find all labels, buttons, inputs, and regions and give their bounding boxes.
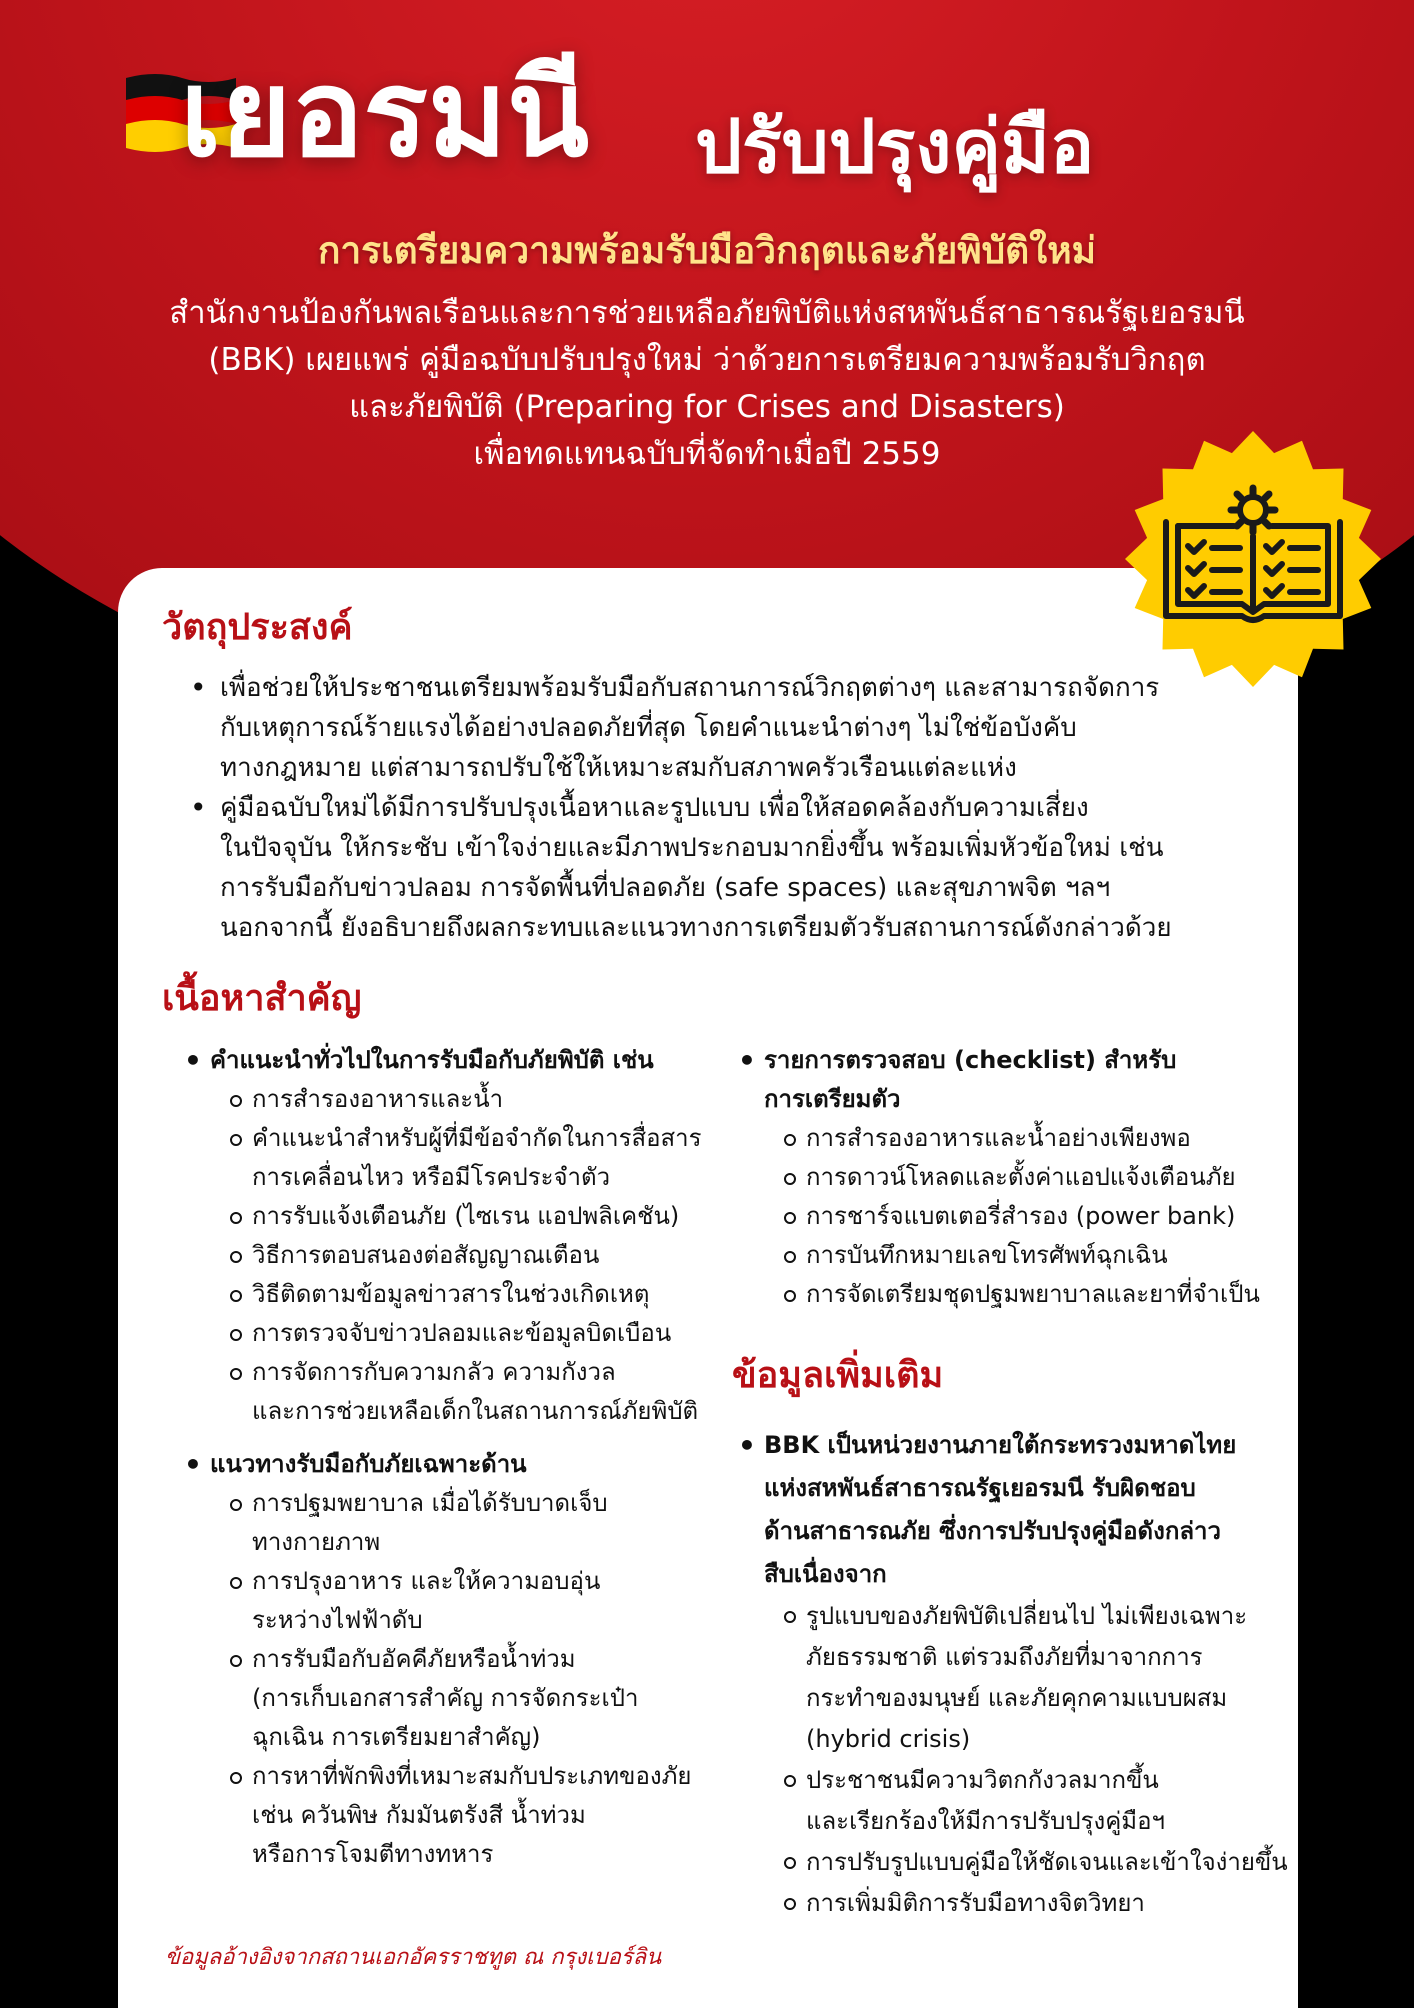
list-item-line: นอกจากนี้ ยังอธิบายถึงผลกระทบและแนวทางการเตรียมตัวรับสถานการณ์ดังกล่าวด้วย xyxy=(220,913,1172,943)
content-block-title-line: ด้านสาธารณภัย ซึ่งการปรับปรุงคู่มือดังกล่าว xyxy=(764,1517,1222,1545)
content-block-title xyxy=(730,1424,1290,1596)
content-block-title-line: สืบเนื่องจาก xyxy=(764,1560,887,1588)
list-item xyxy=(730,1275,1290,1314)
list-item xyxy=(176,1484,716,1562)
list-item-line: การปรุงอาหาร และให้ความอบอุ่น xyxy=(252,1567,601,1595)
list-item-line: ภัยธรรมชาติ แต่รวมถึงภัยที่มาจากการ xyxy=(806,1643,1203,1671)
list-item-line: • เพื่อช่วยให้ประชาชนเตรียมพร้อมรับมือกับสถานการณ์วิกฤตต่างๆ และสามารถจัดการ xyxy=(220,673,1160,703)
more-info-column xyxy=(730,1424,1290,1936)
list-item-line: เช่น ควันพิษ กัมมันตรังสี น้ำท่วม xyxy=(252,1801,586,1829)
list-item xyxy=(176,1119,716,1197)
more-info-heading: ข้อมูลเพิ่มเติม xyxy=(732,1355,944,1396)
list-item-line: การสำรองอาหารและน้ำอย่างเพียงพอ xyxy=(806,1124,1191,1152)
list-item-line: การเพิ่มมิติการรับมือทางจิตวิทยา xyxy=(806,1889,1145,1917)
content-block xyxy=(176,1445,716,1874)
list-item-line: (การเก็บเอกสารสำคัญ การจัดกระเป๋า xyxy=(252,1684,639,1712)
content-block-title xyxy=(176,1041,716,1080)
list-item xyxy=(730,1883,1290,1924)
list-item xyxy=(176,1353,716,1431)
list-item-line: ในปัจจุบัน ให้กระชับ เข้าใจง่ายและมีภาพประกอบมากยิ่งขึ้น พร้อมเพิ่มหัวข้อใหม่ เช่น xyxy=(220,833,1164,863)
content-block-title xyxy=(176,1445,716,1484)
intro-line: สำนักงานป้องกันพลเรือนและการช่วยเหลือภัยพิบัติแห่งสหพันธ์สาธารณรัฐเยอรมนี xyxy=(169,295,1245,331)
list-item-line: ประชาชนมีความวิตกกังวลมากขึ้น xyxy=(806,1766,1159,1794)
list-item-line: ทางกฎหมาย แต่สามารถปรับใช้ให้เหมาะสมกับสภาพครัวเรือนแต่ละแห่ง xyxy=(220,753,1017,783)
list-item-line: ทางกายภาพ xyxy=(252,1528,381,1556)
book-checklist-gear-icon xyxy=(1122,428,1384,690)
list-item-line: การชาร์จแบตเตอรี่สำรอง (power bank) xyxy=(806,1202,1236,1230)
list-item xyxy=(730,1197,1290,1236)
list-item-line: วิธีติดตามข้อมูลข่าวสารในช่วงเกิดเหตุ xyxy=(252,1280,650,1308)
list-item xyxy=(190,668,1270,788)
list-item-line: การปฐมพยาบาล เมื่อได้รับบาดเจ็บ xyxy=(252,1489,608,1517)
content-block-title-line: • BBK เป็นหน่วยงานภายใต้กระทรวงมหาดไทย xyxy=(764,1431,1237,1459)
objectives-list xyxy=(190,668,1270,948)
content-block xyxy=(730,1424,1290,1924)
content-block-title xyxy=(730,1041,1290,1119)
list-item-line: การบันทึกหมายเลขโทรศัพท์ฉุกเฉิน xyxy=(806,1241,1168,1269)
page-title-secondary: ปรับปรุงคู่มือ xyxy=(695,104,1095,190)
key-content-left-column xyxy=(176,1041,716,1886)
list-item xyxy=(730,1236,1290,1275)
list-item-line: การปรับรูปแบบคู่มือให้ชัดเจนและเข้าใจง่ายขึ้น xyxy=(806,1848,1288,1876)
list-item xyxy=(730,1596,1290,1760)
intro-line: (BBK) เผยแพร่ คู่มือฉบับปรับปรุงใหม่ ว่าด้วยการเตรียมความพร้อมรับวิกฤต xyxy=(208,342,1206,378)
content-block-title-line: • แนวทางรับมือกับภัยเฉพาะด้าน xyxy=(210,1450,527,1478)
content-block-title-line: การเตรียมตัว xyxy=(764,1085,901,1113)
list-item-line: รูปแบบของภัยพิบัติเปลี่ยนไป ไม่เพียงเฉพาะ xyxy=(806,1602,1248,1630)
list-item xyxy=(730,1842,1290,1883)
list-item xyxy=(176,1080,716,1119)
content-block-title-line: • รายการตรวจสอบ (checklist) สำหรับ xyxy=(764,1046,1177,1074)
content-block-title-line: แห่งสหพันธ์สาธารณรัฐเยอรมนี รับผิดชอบ xyxy=(764,1474,1196,1502)
list-item xyxy=(730,1119,1290,1158)
list-item-line: และเรียกร้องให้มีการปรับปรุงคู่มือฯ xyxy=(806,1807,1166,1835)
list-item xyxy=(176,1275,716,1314)
list-item-line: กับเหตุการณ์ร้ายแรงได้อย่างปลอดภัยที่สุด โดยคำแนะนำต่างๆ ไม่ใช่ข้อบังคับ xyxy=(220,713,1077,743)
list-item-line: การรับมือกับอัคคีภัยหรือน้ำท่วม xyxy=(252,1645,576,1673)
list-item-line: การรับมือกับข่าวปลอม การจัดพื้นที่ปลอดภัย (safe spaces) และสุขภาพจิต ฯลฯ xyxy=(220,873,1111,903)
list-item-line: วิธีการตอบสนองต่อสัญญาณเตือน xyxy=(252,1241,600,1269)
list-item-line: คำแนะนำสำหรับผู้ที่มีข้อจำกัดในการสื่อสาร xyxy=(252,1124,702,1152)
list-item xyxy=(730,1158,1290,1197)
list-item-line: ฉุกเฉิน การเตรียมยาสำคัญ) xyxy=(252,1723,541,1751)
list-item-line: (hybrid crisis) xyxy=(806,1725,971,1753)
list-item-line: ระหว่างไฟฟ้าดับ xyxy=(252,1606,423,1634)
list-item xyxy=(190,788,1270,948)
page-subtitle: การเตรียมความพร้อมรับมือวิกฤตและภัยพิบัติใหม่ xyxy=(317,229,1097,272)
list-item-line: การเคลื่อนไหว หรือมีโรคประจำตัว xyxy=(252,1163,611,1191)
list-item-line: กระทำของมนุษย์ และภัยคุกคามแบบผสม xyxy=(806,1684,1228,1712)
list-item xyxy=(176,1757,716,1874)
list-item xyxy=(176,1314,716,1353)
key-content-right-column xyxy=(730,1041,1290,1326)
list-item xyxy=(176,1236,716,1275)
list-item xyxy=(176,1640,716,1757)
list-item-line: การดาวน์โหลดและตั้งค่าแอปแจ้งเตือนภัย xyxy=(806,1163,1236,1191)
list-item-line: หรือการโจมตีทางทหาร xyxy=(252,1840,494,1868)
list-item-line: การรับแจ้งเตือนภัย (ไซเรน แอปพลิเคชัน) xyxy=(252,1202,680,1230)
list-item-line: การจัดเตรียมชุดปฐมพยาบาลและยาที่จำเป็น xyxy=(806,1280,1260,1308)
list-item-line: การหาที่พักพิงที่เหมาะสมกับประเภทของภัย xyxy=(252,1762,692,1790)
list-item xyxy=(730,1760,1290,1842)
list-item-line: • คู่มือฉบับใหม่ได้มีการปรับปรุงเนื้อหาและรูปแบบ เพื่อให้สอดคล้องกับความเสี่ยง xyxy=(220,793,1089,823)
list-item-line: การสำรองอาหารและน้ำ xyxy=(252,1085,504,1113)
list-item-line: และการช่วยเหลือเด็กในสถานการณ์ภัยพิบัติ xyxy=(252,1397,699,1425)
source-footnote: ข้อมูลอ้างอิงจากสถานเอกอัครราชทูต ณ กรุงเบอร์ลิน xyxy=(165,1945,662,1970)
list-item-line: การตรวจจับข่าวปลอมและข้อมูลบิดเบือน xyxy=(252,1319,672,1347)
list-item-line: การจัดการกับความกลัว ความกังวล xyxy=(252,1358,616,1386)
content-block xyxy=(730,1041,1290,1314)
content-block xyxy=(176,1041,716,1431)
content-block-title-line: • คำแนะนำทั่วไปในการรับมือกับภัยพิบัติ เช่น xyxy=(210,1046,654,1074)
list-item xyxy=(176,1562,716,1640)
intro-line: และภัยพิบัติ (Preparing for Crises and Disasters) xyxy=(349,389,1065,425)
key-content-heading: เนื้อหาสำคัญ xyxy=(162,978,362,1019)
page-title: เยอรมนี xyxy=(180,45,589,184)
list-item xyxy=(176,1197,716,1236)
objectives-heading: วัตถุประสงค์ xyxy=(162,607,353,648)
intro-line: เพื่อทดแทนฉบับที่จัดทำเมื่อปี 2559 xyxy=(473,436,941,472)
